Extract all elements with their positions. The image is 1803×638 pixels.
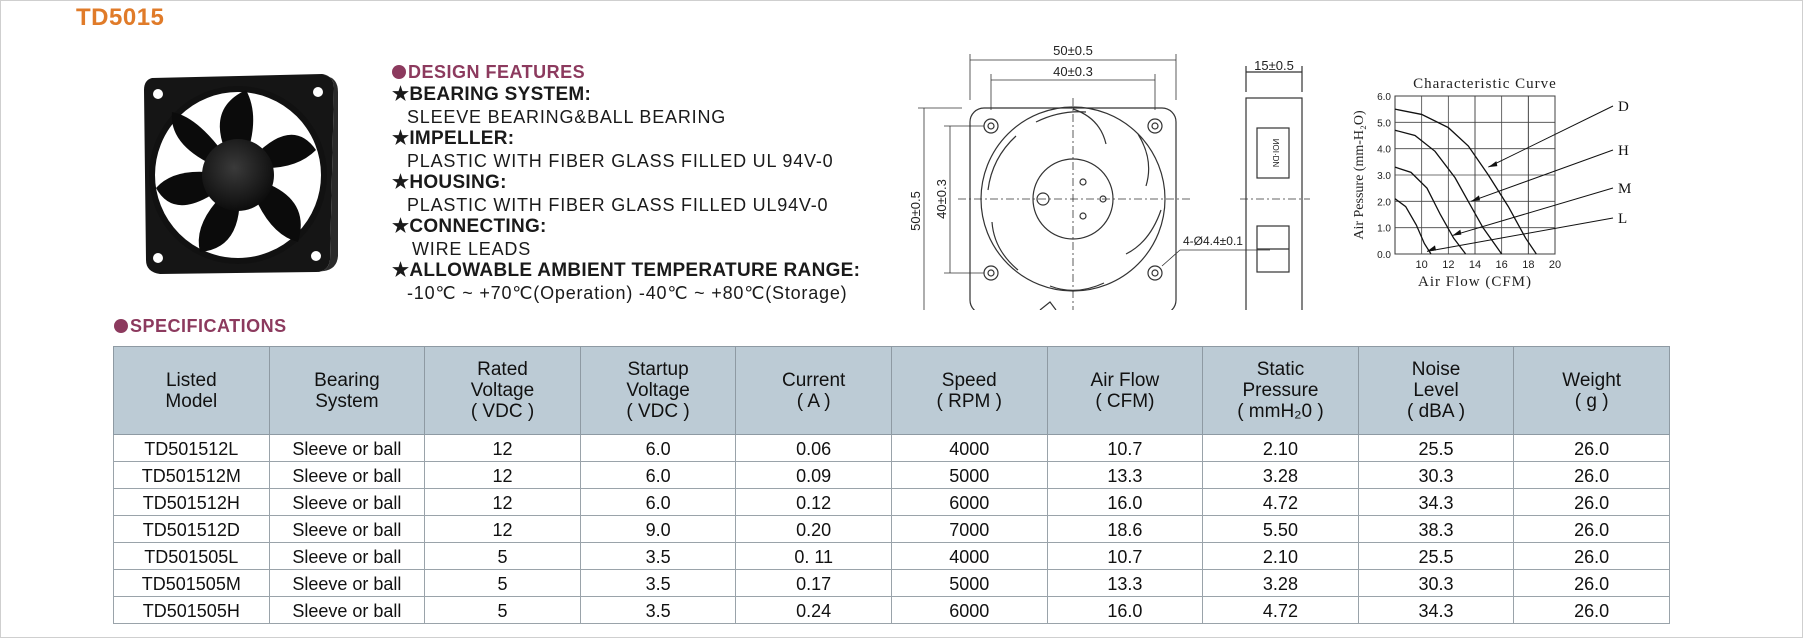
table-cell-speed: 4000 [891,543,1047,570]
dim-outer-height: 50±0.5 [908,191,923,231]
feature-impeller [392,128,912,172]
table-cell-weight: 26.0 [1514,543,1670,570]
series-leader-line [1452,188,1613,236]
table-cell-rated-voltage: 12 [425,489,581,516]
column-header-line: ( RPM ) [936,390,1002,412]
table-row [114,543,1670,570]
table-cell-air-flow: 13.3 [1047,570,1203,597]
feature-list [392,84,912,304]
table-cell-weight: 26.0 [1514,462,1670,489]
y-tick-label: 5.0 [1377,118,1391,130]
table-cell-startup-voltage: 9.0 [580,516,736,543]
feature-temperature [392,260,912,304]
column-header-line: Static [1256,359,1305,380]
feature-value: -10℃ ~ +70℃(Operation) -40℃ ~ +80℃(Storage) [407,283,848,303]
table-cell-noise-level: 30.3 [1358,462,1514,489]
table-cell-listed-model: TD501512D [114,516,270,543]
table-cell-current: 0.06 [736,435,892,462]
column-header-line: Speed [941,369,997,391]
column-header-line: Current [781,369,846,391]
table-cell-startup-voltage: 3.5 [580,570,736,597]
feature-connecting [392,216,912,260]
table-cell-rated-voltage: 5 [425,543,581,570]
column-header-line: Noise [1411,359,1461,380]
column-header-weight [1514,347,1670,435]
feature-value: PLASTIC WITH FIBER GLASS FILLED UL 94V-0 [407,151,834,171]
column-header-listed-model [114,347,270,435]
table-cell-bearing-system: Sleeve or ball [269,489,425,516]
column-header-line: Model [165,390,218,412]
table-row [114,516,1670,543]
column-header-line: Listed [165,369,217,391]
x-tick-label: 16 [1495,259,1508,271]
y-tick-label: 4.0 [1377,144,1391,156]
table-cell-air-flow: 10.7 [1047,435,1203,462]
table-cell-rated-voltage: 12 [425,516,581,543]
feature-label: ★HOUSING: [392,172,507,193]
table-cell-current: 0.09 [736,462,892,489]
table-cell-current: 0.20 [736,516,892,543]
design-features [392,62,912,304]
y-tick-label: 3.0 [1377,171,1391,182]
table-cell-noise-level: 25.5 [1358,543,1514,570]
table-cell-air-flow: 16.0 [1047,597,1203,624]
dim-outer-width: 50±0.5 [1053,43,1093,58]
x-tick-label: 10 [1415,259,1428,271]
column-header-line: ( CFM) [1095,390,1155,412]
series-line-m [1395,167,1466,254]
table-cell-static-pressure: 2.10 [1203,435,1359,462]
table-cell-speed: 6000 [891,597,1047,624]
table-cell-startup-voltage: 3.5 [580,543,736,570]
column-header-line: Level [1413,380,1459,401]
feature-value: PLASTIC WITH FIBER GLASS FILLED UL94V-0 [407,195,829,215]
column-header-line: ( VDC ) [626,401,690,422]
table-cell-static-pressure: 2.10 [1203,543,1359,570]
table-body [114,435,1670,624]
series-leader-line [1471,150,1613,201]
page-title: TD5015 [76,4,165,31]
table-cell-current: 0. 11 [736,543,892,570]
feature-housing [392,172,912,216]
table-cell-current: 0.12 [736,489,892,516]
table-cell-speed: 7000 [891,516,1047,543]
fan-photo [138,72,338,277]
column-header-line: Weight [1562,369,1622,391]
column-header-line: Pressure [1242,380,1319,401]
column-header-line: ( g ) [1574,390,1609,412]
x-tick-label: 18 [1522,259,1535,271]
column-header-static-pressure [1203,347,1359,435]
column-header-bearing-system [269,347,425,435]
column-header-line: Voltage [470,380,535,401]
column-header-noise-level [1358,347,1514,435]
table-cell-startup-voltage: 6.0 [580,489,736,516]
column-header-line: Voltage [626,380,690,401]
column-header-air-flow [1047,347,1203,435]
table-cell-bearing-system: Sleeve or ball [269,516,425,543]
table-cell-startup-voltage: 6.0 [580,462,736,489]
table-cell-static-pressure: 3.28 [1203,462,1359,489]
table-cell-weight: 26.0 [1514,570,1670,597]
column-header-line: Rated [477,359,528,380]
table-cell-rated-voltage: 12 [425,435,581,462]
bullet-dot-icon [114,319,128,333]
table-row [114,489,1670,516]
table-cell-weight: 26.0 [1514,597,1670,624]
design-features-heading: DESIGN FEATURES [392,62,912,83]
table-cell-listed-model: TD501512H [114,489,270,516]
bullet-dot-icon [392,65,406,79]
table-cell-bearing-system: Sleeve or ball [269,435,425,462]
arrow-head-icon [1471,195,1480,201]
table-cell-bearing-system: Sleeve or ball [269,597,425,624]
table-cell-static-pressure: 5.50 [1203,516,1359,543]
table-cell-static-pressure: 4.72 [1203,489,1359,516]
feature-label: ★IMPELLER: [392,128,515,149]
table-cell-listed-model: TD501505L [114,543,270,570]
table-cell-listed-model: TD501512M [114,462,270,489]
table-cell-listed-model: TD501505H [114,597,270,624]
table-cell-weight: 26.0 [1514,435,1670,462]
arrow-head-icon [1427,245,1436,251]
x-tick-label: 14 [1468,259,1482,271]
series-label-m: M [1618,181,1632,197]
column-header-speed [891,347,1047,435]
series-label-d: D [1618,99,1629,115]
table-cell-speed: 4000 [891,435,1047,462]
table-cell-noise-level: 34.3 [1358,597,1514,624]
y-tick-label: 0.0 [1377,250,1391,261]
chart-title: Characteristic Curve [1413,76,1557,92]
feature-label: ★CONNECTING: [392,216,547,237]
table-cell-air-flow: 16.0 [1047,489,1203,516]
table-cell-current: 0.17 [736,570,892,597]
table-cell-noise-level: 34.3 [1358,489,1514,516]
table-cell-bearing-system: Sleeve or ball [269,462,425,489]
table-row [114,462,1670,489]
feature-value: WIRE LEADS [412,239,532,259]
table-cell-current: 0.24 [736,597,892,624]
table-cell-weight: 26.0 [1514,489,1670,516]
column-header-line: ( VDC ) [470,401,535,422]
dim-hole-spec: 4-Ø4.4±0.1 [1183,234,1243,248]
column-header-startup-voltage [580,347,736,435]
column-header-line: ( A ) [796,390,831,412]
dim-inner-width: 40±0.3 [1053,64,1093,79]
column-header-line: System [315,390,379,412]
table-cell-air-flow: 13.3 [1047,462,1203,489]
table-cell-weight: 26.0 [1514,516,1670,543]
column-header-rated-voltage [425,347,581,435]
front-view-drawing [958,98,1190,310]
specifications-table [113,346,1670,624]
table-cell-air-flow: 18.6 [1047,516,1203,543]
table-row [114,435,1670,462]
feature-label: ★ALLOWABLE AMBIENT TEMPERATURE RANGE: [392,260,861,281]
series-label-h: H [1618,143,1629,159]
table-cell-speed: 5000 [891,462,1047,489]
table-cell-noise-level: 30.3 [1358,570,1514,597]
side-label-text: ИOI·DN [1271,138,1280,168]
series-leader-line [1488,106,1613,167]
column-header-line: Bearing [314,369,380,391]
table-cell-static-pressure: 3.28 [1203,570,1359,597]
y-tick-label: 2.0 [1377,197,1391,209]
table-row [114,597,1670,624]
series-label-l: L [1618,211,1628,227]
arrow-head-icon [1488,161,1497,167]
table-cell-bearing-system: Sleeve or ball [269,570,425,597]
column-header-current [736,347,892,435]
column-header-line: ( mmH₂0 ) [1237,401,1324,422]
column-header-line: ( dBA ) [1407,401,1466,422]
dim-depth: 15±0.5 [1254,58,1294,73]
y-tick-label: 6.0 [1377,92,1391,103]
series-line-d [1395,109,1536,254]
feature-value: SLEEVE BEARING&BALL BEARING [407,107,727,127]
y-tick-label: 1.0 [1377,223,1391,235]
table-cell-noise-level: 38.3 [1358,516,1514,543]
column-header-line: Air Flow [1090,369,1160,391]
technical-drawings [900,40,1800,310]
table-cell-speed: 5000 [891,570,1047,597]
characteristic-curve-chart [1352,76,1631,290]
table-cell-speed: 6000 [891,489,1047,516]
y-axis-label: Air Pessure (mm-H₂O) [1352,110,1367,240]
table-cell-noise-level: 25.5 [1358,435,1514,462]
arrow-head-icon [1452,230,1461,236]
table-cell-startup-voltage: 3.5 [580,597,736,624]
feature-bearing [392,84,912,128]
table-cell-bearing-system: Sleeve or ball [269,543,425,570]
column-header-line: Startup [627,359,689,380]
table-cell-listed-model: TD501512L [114,435,270,462]
table-cell-listed-model: TD501505M [114,570,270,597]
table-cell-air-flow: 10.7 [1047,543,1203,570]
dimension-lines [918,54,1270,310]
side-view-drawing [1240,66,1310,310]
table-cell-rated-voltage: 12 [425,462,581,489]
series-line-l [1395,199,1431,254]
table-cell-rated-voltage: 5 [425,570,581,597]
x-axis-label: Air Flow (CFM) [1417,274,1533,290]
specifications-heading: SPECIFICATIONS [114,316,287,337]
table-cell-static-pressure: 4.72 [1203,597,1359,624]
x-tick-label: 20 [1548,259,1562,271]
table-header [114,347,1670,435]
x-tick-label: 12 [1442,259,1455,271]
dim-inner-height: 40±0.3 [934,179,949,219]
table-cell-rated-voltage: 5 [425,597,581,624]
feature-label: ★BEARING SYSTEM: [392,84,592,105]
table-row [114,570,1670,597]
table-cell-startup-voltage: 6.0 [580,435,736,462]
